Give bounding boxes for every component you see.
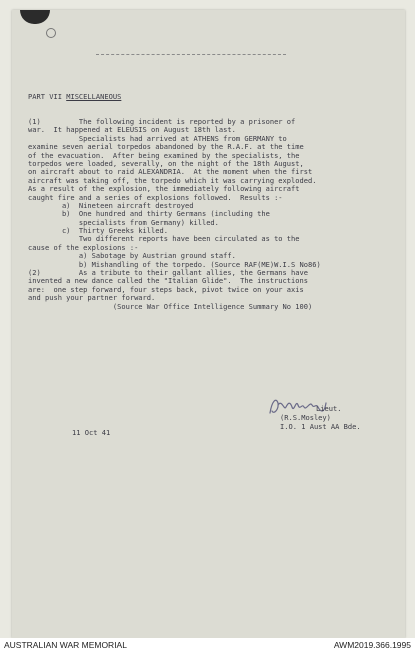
document-line: (Source War Office Intelligence Summary No 100) xyxy=(28,301,313,311)
archive-footer xyxy=(0,638,415,653)
document-line: examine seven aerial torpedos abandoned by the R.A.F. at the time xyxy=(28,142,304,152)
document-line: c) Thirty Greeks killed. xyxy=(28,226,169,236)
document-line: torpedos were loaded, severally, on the night of the 18th August, xyxy=(28,158,304,168)
footer-institution: AUSTRALIAN WAR MEMORIAL xyxy=(4,640,127,650)
document-line: war. It happened at ELEUSIS on August 18th last. xyxy=(28,125,236,135)
heading-part: PART VII xyxy=(28,91,62,101)
document-body xyxy=(28,76,390,319)
document-lines xyxy=(28,118,390,311)
signature-name: (R.S.Mosley) xyxy=(280,413,331,422)
footer-accession-number: AWM2019.366.1995 xyxy=(333,640,411,650)
document-line: cause of the explosions :- xyxy=(28,242,139,252)
header-rule xyxy=(96,54,286,56)
binder-hole xyxy=(46,28,56,38)
document-line: invented a new dance called the "Italian Glide". The instructions xyxy=(28,276,309,286)
document-line: on aircraft about to raid ALEXANDRIA. At the moment when the first xyxy=(28,167,313,177)
punch-hole xyxy=(20,10,50,24)
section-heading xyxy=(28,93,390,101)
document-line: (2) As a tribute to their gallant allies, the Germans have xyxy=(28,268,309,278)
signature-rank: Lieut. xyxy=(316,404,342,413)
document-line: Two different reports have been circulated as to the xyxy=(28,234,300,244)
document-line: specialists from Germany) killed. xyxy=(28,217,219,227)
document-line: a) Nineteen aircraft destroyed xyxy=(28,200,194,210)
document-line: b) One hundred and thirty Germans (including the xyxy=(28,209,270,219)
document-line: a) Sabotage by Austrian ground staff. xyxy=(28,251,236,261)
document-line: and push your partner forward. xyxy=(28,293,156,303)
document-line: Specialists had arrived at ATHENS from GERMANY to xyxy=(28,133,287,143)
document-line: are: one step forward, four steps back, pivot twice on your axis xyxy=(28,284,304,294)
document-line: As a result of the explosion, the immediately following aircraft xyxy=(28,184,300,194)
document-line: caught fire and a series of explosions followed. Results :- xyxy=(28,192,283,202)
signature-unit: I.O. 1 Aust AA Bde. xyxy=(280,422,361,431)
document-line: b) Mishandling of the torpedo. (Source RAF(ME)W.I.S No86) xyxy=(28,259,321,269)
document-date: 11 Oct 41 xyxy=(72,428,111,437)
heading-title: MISCELLANEOUS xyxy=(66,91,122,101)
document-line: of the evacuation. After being examined by the specialists, the xyxy=(28,150,300,160)
document-line: (1) The following incident is reported by a prisoner of xyxy=(28,117,296,127)
document-line: aircraft was taking off, the torpedo which it was carrying exploded. xyxy=(28,175,317,185)
